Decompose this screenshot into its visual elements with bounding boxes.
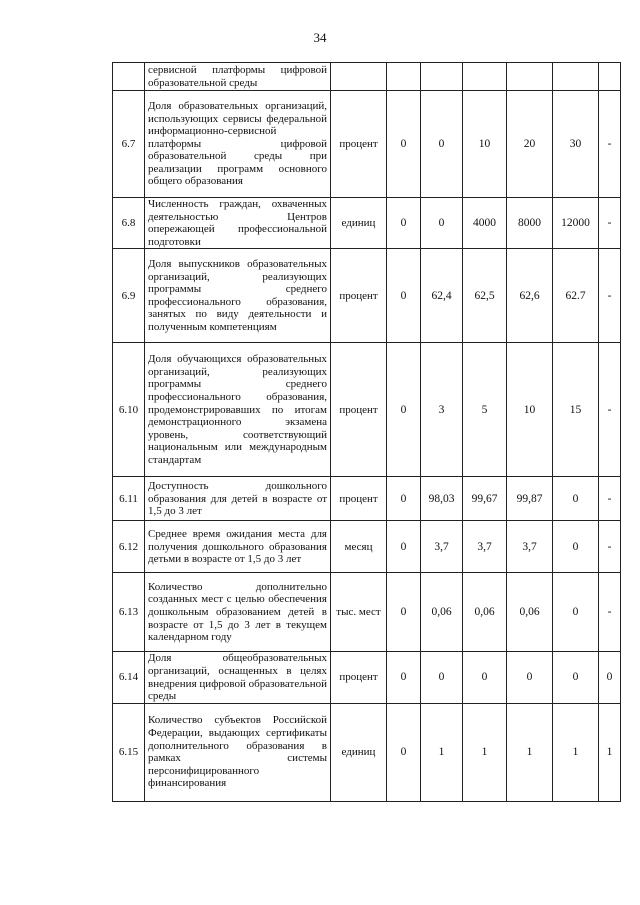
indicator-name-cell: Доля общеобразовательных организаций, оснащенных в целях внедрения цифровой образовательной среды [145, 652, 331, 703]
value-cell: 0 [553, 573, 599, 652]
row-number-cell: 6.8 [113, 198, 145, 249]
value-cell: 5 [463, 343, 507, 477]
indicators-table [112, 62, 621, 802]
unit-cell: единиц [331, 198, 387, 249]
value-cell: 0 [463, 652, 507, 703]
value-cell: 0 [421, 198, 463, 249]
table-row [113, 63, 621, 91]
value-cell: 10 [463, 91, 507, 198]
value-cell: 0 [553, 652, 599, 703]
value-cell: 0 [387, 477, 421, 521]
value-cell: 8000 [507, 198, 553, 249]
value-cell: 0 [553, 521, 599, 573]
value-cell: 3,7 [421, 521, 463, 573]
value-cell: 0 [421, 652, 463, 703]
value-cell: 0,06 [463, 573, 507, 652]
value-cell: 0 [387, 198, 421, 249]
indicator-name-cell: Доступность дошкольного образования для детей в возрасте от 1,5 до 3 лет [145, 477, 331, 521]
row-number-cell: 6.10 [113, 343, 145, 477]
value-cell [507, 63, 553, 91]
indicator-name-cell: Доля обучающихся образовательных организаций, реализующих программы среднего профессионального образования, продемонстрировавших по итогам демонстрационного экзамена уровень, соответствующий национальным или международным стандартам [145, 343, 331, 477]
value-cell: 3,7 [507, 521, 553, 573]
row-number-cell: 6.13 [113, 573, 145, 652]
value-cell: - [599, 249, 621, 343]
value-cell: - [599, 573, 621, 652]
table-row [113, 477, 621, 521]
value-cell: - [599, 521, 621, 573]
value-cell: 20 [507, 91, 553, 198]
unit-cell: процент [331, 477, 387, 521]
table-row [113, 343, 621, 477]
value-cell: 99,67 [463, 477, 507, 521]
unit-cell: единиц [331, 703, 387, 801]
table-row [113, 521, 621, 573]
unit-cell: месяц [331, 521, 387, 573]
unit-cell: тыс. мест [331, 573, 387, 652]
value-cell: 1 [463, 703, 507, 801]
row-number-cell: 6.14 [113, 652, 145, 703]
value-cell: 0 [507, 652, 553, 703]
unit-cell: процент [331, 91, 387, 198]
indicator-name-cell: Доля образовательных организаций, использующих сервисы федеральной информационно-сервисной платформы цифровой образовательной среды при реализации программ основного общего образования [145, 91, 331, 198]
value-cell [463, 63, 507, 91]
value-cell: 4000 [463, 198, 507, 249]
value-cell: 3,7 [463, 521, 507, 573]
value-cell: 62.7 [553, 249, 599, 343]
value-cell: - [599, 343, 621, 477]
value-cell: 0 [421, 91, 463, 198]
value-cell: 99,87 [507, 477, 553, 521]
value-cell [553, 63, 599, 91]
value-cell [387, 63, 421, 91]
value-cell: 0,06 [507, 573, 553, 652]
row-number-cell: 6.12 [113, 521, 145, 573]
value-cell: 15 [553, 343, 599, 477]
table-row [113, 91, 621, 198]
row-number-cell: 6.9 [113, 249, 145, 343]
value-cell: 62,4 [421, 249, 463, 343]
value-cell: 62,6 [507, 249, 553, 343]
value-cell: 0 [387, 573, 421, 652]
value-cell: 0 [387, 91, 421, 198]
value-cell: - [599, 91, 621, 198]
table-row [113, 652, 621, 703]
value-cell: 0 [387, 652, 421, 703]
unit-cell: процент [331, 343, 387, 477]
value-cell: 0 [553, 477, 599, 521]
value-cell: - [599, 198, 621, 249]
unit-cell: процент [331, 652, 387, 703]
indicator-name-cell: Численность граждан, охваченных деятельностью Центров опережающей профессиональной подготовки [145, 198, 331, 249]
value-cell: 98,03 [421, 477, 463, 521]
table-row [113, 703, 621, 801]
value-cell [421, 63, 463, 91]
value-cell: 1 [553, 703, 599, 801]
unit-cell: процент [331, 249, 387, 343]
value-cell: 10 [507, 343, 553, 477]
row-number-cell: 6.7 [113, 91, 145, 198]
value-cell: 3 [421, 343, 463, 477]
value-cell: - [599, 477, 621, 521]
value-cell: 0 [387, 521, 421, 573]
page-number: 34 [313, 30, 327, 45]
value-cell: 0 [387, 343, 421, 477]
value-cell: 1 [421, 703, 463, 801]
table-row [113, 249, 621, 343]
indicator-name-cell: Количество дополнительно созданных мест с целью обеспечения дошкольным образованием детей в возрасте от 1,5 до 3 лет в текущем календарном году [145, 573, 331, 652]
row-number-cell: 6.15 [113, 703, 145, 801]
indicator-name-cell: Среднее время ожидания места для получения дошкольного образования детьми в возрасте от 1,5 до 3 лет [145, 521, 331, 573]
indicator-name-cell: Количество субъектов Российской Федерации, выдающих сертификаты дополнительного образования в рамках системы персонифицированного финансирования [145, 703, 331, 801]
value-cell [599, 63, 621, 91]
value-cell: 0 [387, 249, 421, 343]
value-cell: 0 [387, 703, 421, 801]
indicator-name-cell: сервисной платформы цифровой образовательной среды [145, 63, 331, 91]
indicator-name-cell: Доля выпускников образовательных организаций, реализующих программы среднего профессионального образования, занятых по виду деятельности и полученным компетенциям [145, 249, 331, 343]
value-cell: 12000 [553, 198, 599, 249]
table-row [113, 198, 621, 249]
value-cell: 0 [599, 652, 621, 703]
table-row [113, 573, 621, 652]
value-cell: 0,06 [421, 573, 463, 652]
unit-cell [331, 63, 387, 91]
value-cell: 1 [507, 703, 553, 801]
row-number-cell [113, 63, 145, 91]
value-cell: 30 [553, 91, 599, 198]
row-number-cell: 6.11 [113, 477, 145, 521]
value-cell: 62,5 [463, 249, 507, 343]
value-cell: 1 [599, 703, 621, 801]
